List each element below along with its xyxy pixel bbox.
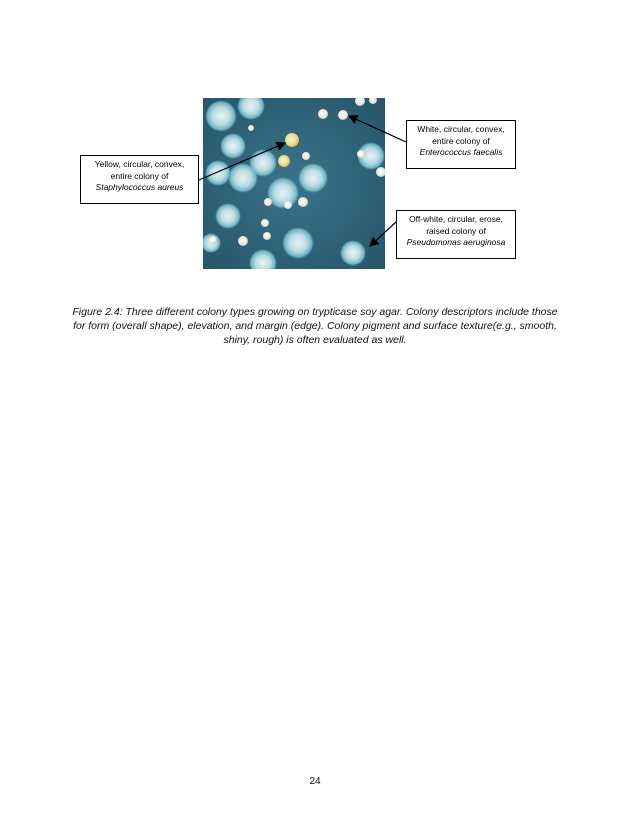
callout-pseudomonas-line1: Off-white, circular, erose, — [409, 214, 503, 224]
figure-caption: Figure 2.4: Three different colony types growing on trypticase soy agar. Colony descriptors include those for form (overall shape), elevation, and margin (edge). Colony pigment and surface texture(e.g., smooth, shiny, rough) is often evaluated as well. — [72, 306, 558, 346]
callout-pseudomonas — [396, 210, 516, 259]
callout-enterococcus-species: Enterococcus faecalis — [419, 147, 503, 157]
callout-staphylococcus — [80, 155, 199, 204]
agar-plate-photo — [203, 98, 385, 269]
callout-pseudomonas-line2: raised colony of — [426, 225, 486, 236]
page-number: 24 — [309, 776, 321, 787]
callout-enterococcus — [406, 120, 516, 169]
callout-staphylococcus-line1: Yellow, circular, convex, — [94, 159, 185, 169]
callout-staphylococcus-species: Staphylococcus aureus — [95, 182, 184, 192]
callout-pseudomonas-species: Pseudomonas aeruginosa — [406, 237, 506, 247]
callout-staphylococcus-line2: entire colony of — [110, 170, 169, 181]
callout-enterococcus-line1: White, circular, convex, — [417, 124, 505, 134]
callout-enterococcus-line2: entire colony of — [432, 135, 490, 146]
